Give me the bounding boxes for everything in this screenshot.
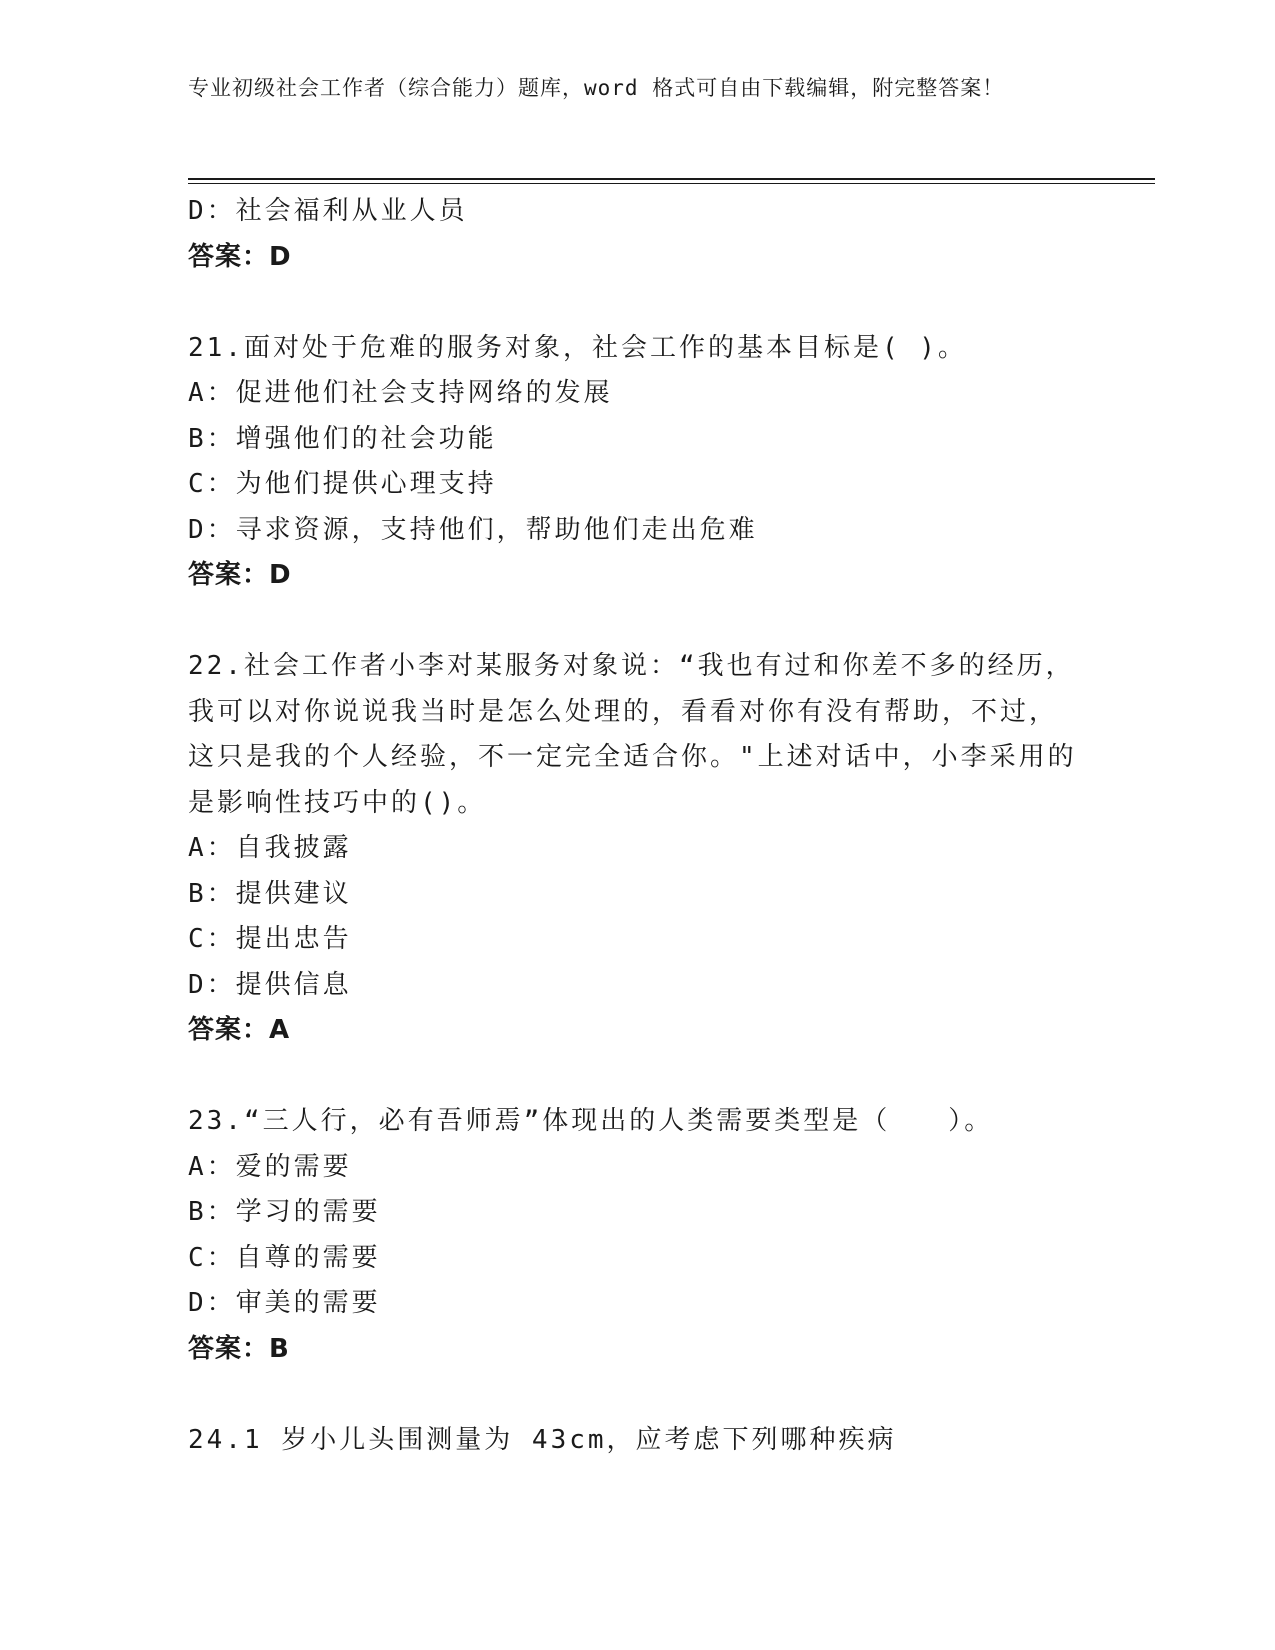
question-line: 21.面对处于危难的服务对象，社会工作的基本目标是( )。: [188, 332, 967, 363]
document-header: [188, 72, 1068, 104]
question-line: 是影响性技巧中的()。: [188, 787, 487, 818]
question-line: 我可以对你说说我当时是怎么处理的，看看对你有没有帮助，不过，: [188, 696, 1059, 727]
option-line: A：促进他们社会支持网络的发展: [188, 378, 613, 408]
option-line: A：自我披露: [188, 833, 352, 863]
option-line: B：增强他们的社会功能: [188, 423, 497, 454]
question-line: 24.1 岁小儿头围测量为 43cm，应考虑下列哪种疾病: [188, 1424, 897, 1455]
option-line: A：爱的需要: [188, 1151, 352, 1182]
option-line: D：审美的需要: [188, 1288, 381, 1318]
line-gap: [188, 1054, 1088, 1100]
option-line: D：提供信息: [188, 969, 352, 1000]
header-text: 专业初级社会工作者（综合能力）题库，word 格式可自由下载编辑，附完整答案！: [188, 76, 1005, 100]
answer-line: 答案：A: [188, 1015, 291, 1045]
answer-line: 答案：D: [188, 560, 292, 590]
answer-line: 答案：D: [188, 241, 292, 272]
question-list: [188, 189, 1088, 1463]
question-line: 23.“三人行，必有吾师焉”体现出的人类需要类型是（ ）。: [188, 1106, 994, 1136]
option-line: C：自尊的需要: [188, 1242, 381, 1273]
header-divider-thin: [188, 183, 1155, 184]
line-gap: [188, 599, 1088, 645]
line-gap: [188, 1372, 1088, 1418]
option-line: D：社会福利从业人员: [188, 196, 468, 226]
question-line: 22.社会工作者小李对某服务对象说：“我也有过和你差不多的经历，: [188, 651, 1075, 681]
answer-line: 答案：B: [188, 1333, 290, 1364]
option-line: D：寻求资源，支持他们，帮助他们走出危难: [188, 514, 758, 545]
question-line: 这只是我的个人经验，不一定完全适合你。"上述对话中，小李采用的: [188, 742, 1077, 772]
option-line: C：提出忠告: [188, 924, 352, 954]
option-line: B：提供建议: [188, 878, 352, 909]
header-divider-thick: [188, 178, 1155, 180]
option-line: C：为他们提供心理支持: [188, 469, 497, 499]
line-gap: [188, 280, 1088, 326]
option-line: B：学习的需要: [188, 1197, 381, 1227]
